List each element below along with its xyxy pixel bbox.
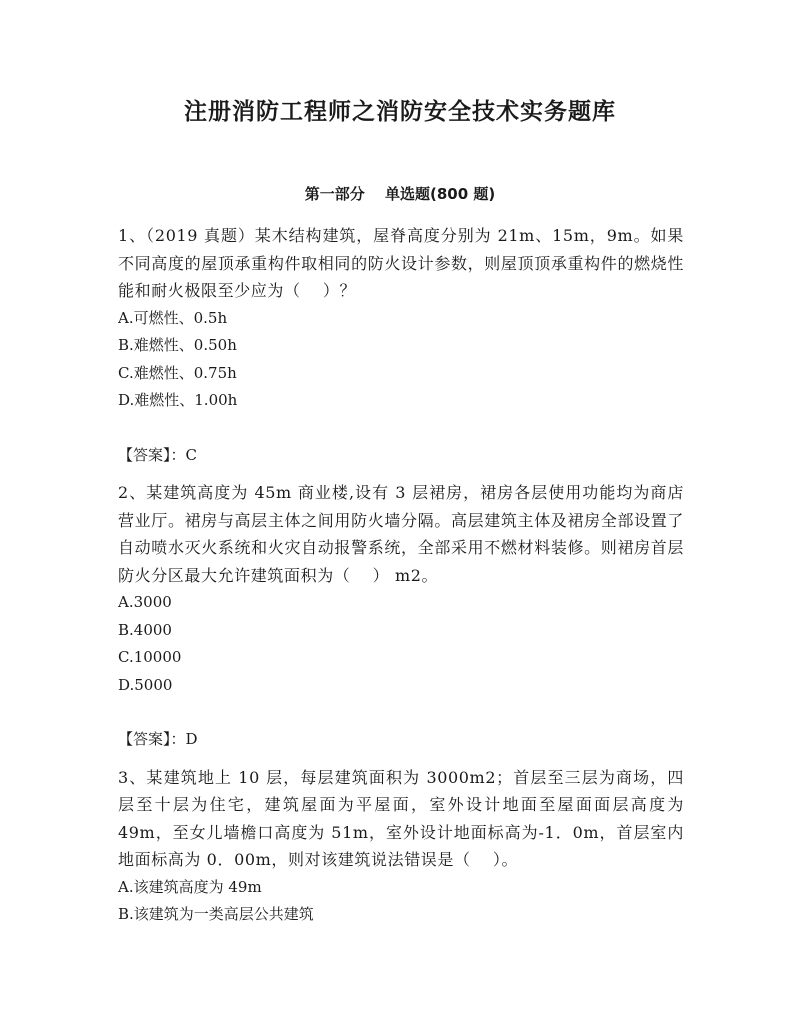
option-list [118, 305, 684, 415]
option-d: D.难燃性、1.00h [118, 391, 238, 409]
section-title: 第一部分 单选题(800 题) [304, 185, 496, 203]
question-3 [118, 764, 684, 929]
option-b: B.该建筑为一类高层公共建筑 [118, 905, 314, 923]
question-list [118, 222, 684, 929]
document-title: 注册消防工程师之消防安全技术实务题库 [184, 99, 616, 125]
question-1 [118, 222, 684, 479]
option-b: B.4000 [118, 620, 172, 639]
option-c: C.难燃性、0.75h [118, 363, 237, 382]
option-a: A.该建筑高度为 49m [118, 877, 262, 896]
option-b: B.难燃性、0.50h [118, 336, 237, 354]
option-a: A.可燃性、0.5h [118, 308, 228, 327]
option-list [118, 874, 684, 929]
option-a: A.3000 [118, 593, 172, 611]
option-d: D.5000 [118, 675, 173, 694]
answer-label: 【答案】：D [118, 730, 198, 748]
option-list [118, 589, 684, 699]
answer-label: 【答案】：C [118, 445, 197, 464]
question-text: 1、（2019 真题）某木结构建筑，屋脊高度分别为 21m、15m，9m。如果不同高度的屋顶承重构件取相同的防火设计参数，则屋顶顶承重构件的燃烧性能和耐火极限至少应为（ ）？ [118, 226, 684, 300]
question-2 [118, 479, 684, 764]
question-text: 3、某建筑地上 10 层，每层建筑面积为 3000m2；首层至三层为商场，四层至十层为住宅，建筑屋面为平屋面，室外设计地面至屋面面层高度为 49m，至女儿墙檐口高度为 51m，室外设计地面标高为-1．0m，首层室内地面标高为 0．00m，则对该建筑说法错误是（ ）。 [118, 767, 684, 869]
option-c: C.10000 [118, 648, 182, 666]
question-text: 2、某建筑高度为 45m 商业楼,设有 3 层裙房，裙房各层使用功能均为商店营业厅。裙房与高层主体之间用防火墙分隔。高层建筑主体及裙房全部设置了自动喷水灭火系统和火灾自动报警系统，全部采用不燃材料装修。则裙房首层防火分区最大允许建筑面积为（ ） m2。 [118, 483, 684, 585]
